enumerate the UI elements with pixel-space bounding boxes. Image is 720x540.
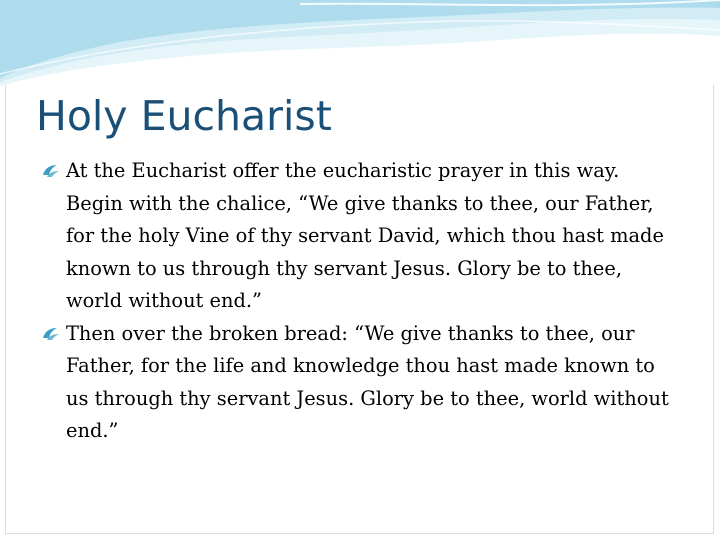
bullet-text: At the Eucharist offer the eucharistic prayer in this way. Begin with the chalice, “We give thanks to thee, our Father, for the holy Vine of thy servant David, which thou hast made known to us through thy servant Jesus. Glory be to thee, world without end.”	[66, 159, 664, 312]
bullet-item	[40, 155, 680, 318]
bullet-item	[40, 318, 680, 448]
header-wave-decoration	[0, 0, 720, 90]
bullet-text: Then over the broken bread: “We give thanks to thee, our Father, for the life and knowledge thou hast made known to us through thy servant Jesus. Glory be to thee, world without end.”	[66, 321, 669, 442]
swoosh-bullet-icon	[42, 163, 60, 179]
slide-title: Holy Eucharist	[36, 92, 332, 140]
slide-body	[40, 155, 680, 448]
swoosh-bullet-icon	[42, 326, 60, 342]
wave-band-pale	[0, 0, 720, 86]
